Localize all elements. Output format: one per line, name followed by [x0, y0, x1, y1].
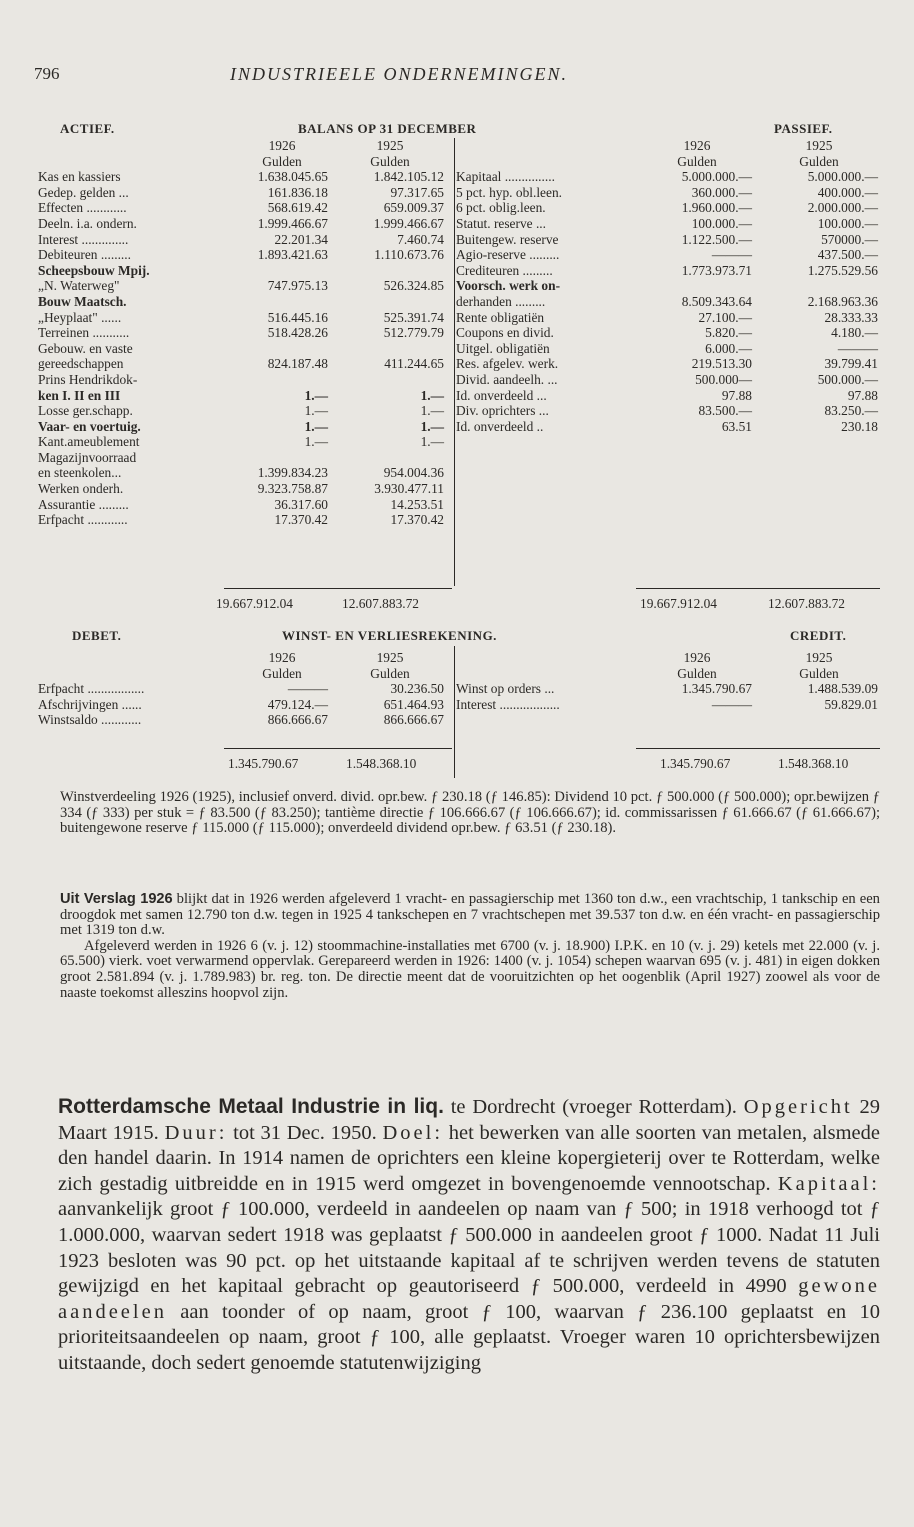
value-1925 — [328, 263, 444, 279]
asset-row — [38, 434, 454, 450]
value-1925: 30.236.50 — [390, 681, 444, 697]
value-1926: 22.201.34 — [274, 231, 328, 247]
value-1926: 8.509.343.64 — [681, 293, 752, 309]
row-label: 6 pct. oblig.leen. — [456, 200, 546, 216]
value-1926: 6.000.— — [705, 340, 752, 356]
asset-row — [38, 512, 454, 528]
debit-row — [38, 681, 454, 697]
value-1925: 1.842.105.12 — [373, 169, 444, 185]
value-1926: 518.428.26 — [267, 325, 328, 341]
credit-total-1926: 1.345.790.67 — [660, 756, 731, 771]
page-number: 796 — [34, 64, 60, 83]
value-1926: 1.— — [304, 387, 328, 403]
debit-row — [38, 712, 454, 728]
col-unit-1926: Gulden — [677, 153, 717, 169]
row-label: Losse ger.schapp. — [38, 403, 133, 419]
verslag-text: blijkt dat in 1926 werden afgeleverd 1 vracht- en passagierschip met 1360 ton d.w., een vrachtschip, 1 tankschip en een droogdok met samen 12.790 ton d.w. tegen in 1925 4 tankschepen en 7 vrachtschepen met 39.537 ton d.w. en één vracht- en passagierschip met 1319 ton d.w. — [60, 891, 880, 939]
liability-row — [456, 356, 884, 372]
liability-row — [456, 169, 884, 185]
asset-row — [38, 216, 454, 232]
asset-row — [38, 278, 454, 294]
value-1925: 1.— — [420, 387, 444, 403]
value-1926: 1.773.973.71 — [681, 262, 752, 278]
value-1926 — [228, 294, 328, 310]
asset-row — [38, 325, 454, 341]
value-1925 — [752, 278, 878, 294]
value-1925: 39.799.41 — [824, 356, 878, 372]
actief-heading: ACTIEF. — [60, 121, 115, 136]
credit-total-1925: 1.548.368.10 — [778, 756, 849, 771]
company-entry: Rotterdamsche Metaal Industrie in liq. te Dordrecht (vroeger Rotterdam). Opgericht 29 Maart 1915. Duur: tot 31 Dec. 1950. Doel: het bewerken van alle soorten van metalen, alsmede den handel daarin. In 1914 namen de oprichters een kleine kopergieterij over te Rotterdam, welke zich gestadig uitbreidde en in 1915 werd omgezet in bovengenoemde vennootschap. Kapitaal: aanvankelijk groot ƒ 100.000, verdeeld in aandeelen op naam van ƒ 500; in 1918 verhoogd tot ƒ 1.000.000, waarvan sedert 1918 was geplaatst ƒ 500.000 in aandeelen groot ƒ 1000. Nadat 11 Juli 1923 besloten was 90 pct. op het uitstaande kapitaal af te schrijven werden tevens de statuten gewijzigd en het kapitaal gebracht op geautoriseerd ƒ 500.000, verdeeld in 4990 gewone aandeelen aan toonder of op naam, groot ƒ 100, waarvan ƒ 236.100 geplaatst en 10 prioriteitsaandeelen op naam, groot ƒ 100, alle geplaatst. Vroeger waren 10 oprichtersbewijzen uitstaande, doch sedert genoemde statutenwijziging — [58, 1095, 881, 1374]
row-label: Kant.ameublement — [38, 434, 140, 450]
value-1925 — [328, 450, 444, 466]
value-1925: 5.000.000.— — [807, 169, 878, 185]
pl-title: WINST- EN VERLIESREKENING. — [282, 628, 497, 643]
col-1925: 1925 — [805, 650, 833, 665]
value-1926: 500.000— — [695, 371, 752, 387]
value-1926: 63.51 — [721, 418, 752, 434]
assets-total-1925: 12.607.883.72 — [342, 596, 419, 611]
liabilities-total-rule — [636, 588, 880, 589]
value-1926: 1.638.045.65 — [257, 169, 328, 185]
assets-total-rule — [224, 588, 452, 589]
value-1925: ——— — [837, 340, 878, 356]
value-1926: 1.345.790.67 — [681, 681, 752, 697]
row-label: Kapitaal ............... — [456, 169, 555, 185]
row-label: Div. oprichters ... — [456, 403, 549, 419]
value-1926: 1.— — [304, 403, 328, 419]
liability-row — [456, 278, 884, 294]
assets-table — [38, 138, 454, 528]
col-unit-1926: Gulden — [262, 153, 302, 169]
value-1925: 1.999.466.67 — [373, 215, 444, 231]
row-label: Werken onderh. — [38, 481, 124, 497]
value-1925: 97.88 — [847, 387, 878, 403]
value-1925: 400.000.— — [817, 184, 878, 200]
value-1926: 17.370.42 — [274, 512, 328, 528]
liability-row — [456, 232, 884, 248]
liability-row — [456, 263, 884, 279]
value-1926 — [228, 341, 328, 357]
value-1925: 1.— — [420, 418, 444, 434]
credit-total-rule — [636, 748, 880, 749]
value-1926: 1.999.466.67 — [257, 215, 328, 231]
value-1926: 866.666.67 — [267, 712, 328, 728]
value-1925: 954.004.36 — [383, 465, 444, 481]
col-unit-1925: Gulden — [370, 153, 410, 169]
value-1925: 437.500.— — [817, 247, 878, 263]
liabilities-year-header — [456, 138, 884, 154]
value-1926: 9.323.758.87 — [257, 481, 328, 497]
credit-heading: CREDIT. — [790, 628, 847, 643]
asset-row — [38, 388, 454, 404]
value-1925: 230.18 — [841, 418, 878, 434]
pl-divider — [454, 646, 455, 778]
liability-row — [456, 310, 884, 326]
asset-row — [38, 310, 454, 326]
running-title: INDUSTRIEELE ONDERNEMINGEN. — [230, 64, 568, 84]
value-1926: 568.619.42 — [267, 200, 328, 216]
asset-row — [38, 263, 454, 279]
verslag-text-2: Afgeleverd werden in 1926 6 (v. j. 12) stoommachine-installaties met 6700 (v. j. 18.900) I.P.K. en 10 (v. j. 29) ketels met 22.000 (v. j. 65.500) vierk. voet verwarmend oppervlak. Gerepareerd werden in 1926: 1400 (v. j. 1054) schepen waarvan 695 (v. j. 481) in eigen dokken groot 2.581.894 (v. j. 1.789.983) br. reg. ton. De directie meent dat de vooruitzichten op het oogenblik (April 1927) zoowel als voor de naaste toekomst alleszins hoopvol zijn. — [60, 937, 880, 1001]
value-1926: 516.445.16 — [267, 309, 328, 325]
row-label: Crediteuren ......... — [456, 262, 553, 278]
value-1925: 659.009.37 — [383, 200, 444, 216]
col-1926: 1926 — [683, 138, 711, 153]
row-label: en steenkolen... — [38, 465, 122, 481]
label-kapitaal: Kapitaal: — [777, 1172, 880, 1195]
row-label: Statut. reserve ... — [456, 215, 546, 231]
row-label: Voorsch. werk on- — [456, 278, 561, 294]
value-1926: 1.— — [304, 434, 328, 450]
value-1925: 3.930.477.11 — [374, 481, 444, 497]
col-unit-1925: Gulden — [799, 153, 839, 169]
debit-total-rule — [224, 748, 452, 749]
asset-row — [38, 372, 454, 388]
row-label: gereedschappen — [38, 356, 124, 372]
credit-row — [456, 697, 884, 713]
col-1925: 1925 — [376, 138, 404, 153]
value-1926 — [634, 278, 752, 294]
liability-row — [456, 403, 884, 419]
row-label: Winstsaldo ............ — [38, 712, 142, 728]
value-1925: 83.250.— — [824, 403, 878, 419]
liabilities-total-1926: 19.667.912.04 — [640, 596, 717, 611]
liability-row — [456, 325, 884, 341]
row-label: Agio-reserve ......... — [456, 247, 560, 263]
value-1926: 97.88 — [721, 387, 752, 403]
value-1926: 83.500.— — [698, 403, 752, 419]
value-1925: 866.666.67 — [383, 712, 444, 728]
value-1925: 28.333.33 — [824, 309, 878, 325]
col-1925: 1925 — [805, 138, 833, 153]
value-1925: 4.180.— — [831, 325, 878, 341]
value-1926: 479.124.— — [267, 696, 328, 712]
value-1925: 17.370.42 — [390, 512, 444, 528]
liability-row — [456, 388, 884, 404]
value-1926: 36.317.60 — [274, 496, 328, 512]
liability-row — [456, 341, 884, 357]
row-label: 5 pct. hyp. obl.leen. — [456, 184, 562, 200]
value-1925: 2.000.000.— — [807, 200, 878, 216]
col-unit-1925: Gulden — [799, 665, 839, 681]
value-1926 — [228, 450, 328, 466]
col-1926: 1926 — [683, 650, 711, 665]
row-label: Interest .................. — [456, 696, 560, 712]
liability-row — [456, 247, 884, 263]
company-name: Rotterdamsche Metaal Industrie in liq. — [58, 1095, 444, 1118]
value-1925: 14.253.51 — [390, 496, 444, 512]
asset-row — [38, 232, 454, 248]
value-1925 — [328, 341, 444, 357]
col-1926: 1926 — [268, 138, 296, 153]
asset-row — [38, 247, 454, 263]
value-1925 — [328, 372, 444, 388]
value-1925: 100.000.— — [817, 215, 878, 231]
asset-row — [38, 465, 454, 481]
value-1925: 1.275.529.56 — [807, 262, 878, 278]
value-1926: 219.513.30 — [691, 356, 752, 372]
liability-row — [456, 372, 884, 388]
row-label: Bouw Maatsch. — [38, 293, 127, 309]
row-label: Erfpacht ............ — [38, 512, 128, 528]
row-label: Id. onverdeeld .. — [456, 418, 544, 434]
row-label: Gedep. gelden ... — [38, 184, 129, 200]
row-label: Vaar- en voertuig. — [38, 418, 141, 434]
row-label: Terreinen ........... — [38, 325, 130, 341]
label-duur: Duur: — [164, 1121, 228, 1144]
value-1926: ——— — [711, 696, 752, 712]
balance-title: BALANS OP 31 DECEMBER — [298, 121, 477, 136]
asset-row — [38, 481, 454, 497]
row-label: „N. Waterweg" — [38, 278, 120, 294]
row-label: Res. afgelev. werk. — [456, 356, 559, 372]
row-label: Effecten ............ — [38, 200, 127, 216]
liabilities-table — [456, 138, 884, 434]
row-label: Magazijnvoorraad — [38, 449, 137, 465]
debit-total-1926: 1.345.790.67 — [228, 756, 299, 771]
value-1926: ——— — [287, 681, 328, 697]
row-label: Kas en kassiers — [38, 169, 121, 185]
row-label: Winst op orders ... — [456, 681, 555, 697]
value-1925: 500.000.— — [817, 371, 878, 387]
balance-divider — [454, 138, 455, 586]
row-label: Assurantie ......... — [38, 496, 129, 512]
debit-table — [38, 650, 454, 728]
value-1926: 5.000.000.— — [681, 169, 752, 185]
liability-row — [456, 200, 884, 216]
value-1925: 1.— — [420, 434, 444, 450]
asset-row — [38, 200, 454, 216]
label-doel: Doel: — [382, 1121, 444, 1144]
asset-row — [38, 294, 454, 310]
asset-row — [38, 497, 454, 513]
value-1926: 5.820.— — [705, 325, 752, 341]
value-1926: 1.122.500.— — [681, 231, 752, 247]
row-label: Rente obligatiën — [456, 309, 545, 325]
value-1926: 1.960.000.— — [681, 200, 752, 216]
value-1925: 512.779.79 — [383, 325, 444, 341]
value-1926: 27.100.— — [698, 309, 752, 325]
assets-unit-header — [38, 154, 454, 170]
row-label: Scheepsbouw Mpij. — [38, 262, 150, 278]
value-1925: 1.488.539.09 — [807, 681, 878, 697]
value-1925: 1.110.673.76 — [374, 247, 444, 263]
row-label: Deeln. i.a. ondern. — [38, 215, 137, 231]
col-1926: 1926 — [268, 650, 296, 665]
value-1925: 1.— — [420, 403, 444, 419]
asset-row — [38, 356, 454, 372]
row-label: Uitgel. obligatiën — [456, 340, 550, 356]
debet-heading: DEBET. — [72, 628, 122, 643]
verslag-lead: Uit Verslag 1926 — [60, 891, 173, 907]
value-1926: 100.000.— — [691, 215, 752, 231]
asset-row — [38, 403, 454, 419]
row-label: Coupons en divid. — [456, 325, 554, 341]
row-label: Gebouw. en vaste — [38, 340, 133, 356]
value-1926: 1.— — [304, 418, 328, 434]
assets-total-1926: 19.667.912.04 — [216, 596, 293, 611]
asset-row — [38, 419, 454, 435]
liability-row — [456, 216, 884, 232]
col-unit-1926: Gulden — [677, 665, 717, 681]
value-1926: 1.893.421.63 — [257, 247, 328, 263]
value-1926 — [228, 372, 328, 388]
row-label: derhanden ......... — [456, 293, 546, 309]
row-label: „Heyplaat" ...... — [38, 309, 122, 325]
row-label: Debiteuren ......... — [38, 247, 131, 263]
liability-row — [456, 185, 884, 201]
row-label: Afschrijvingen ...... — [38, 696, 142, 712]
debit-total-1925: 1.548.368.10 — [346, 756, 417, 771]
row-label: Divid. aandeelh. ... — [456, 371, 558, 387]
col-unit-1926: Gulden — [262, 665, 302, 681]
value-1925: 526.324.85 — [383, 278, 444, 294]
row-label: Interest .............. — [38, 231, 129, 247]
col-unit-1925: Gulden — [370, 665, 410, 681]
value-1925: 525.391.74 — [383, 309, 444, 325]
value-1925: 570000.— — [821, 231, 878, 247]
asset-row — [38, 185, 454, 201]
label-opgericht: Opgericht — [743, 1096, 853, 1118]
asset-row — [38, 450, 454, 466]
credit-table — [456, 650, 884, 712]
credit-row — [456, 681, 884, 697]
row-label: Prins Hendrikdok- — [38, 371, 138, 387]
row-label: Buitengew. reserve — [456, 231, 559, 247]
value-1925: 97.317.65 — [390, 184, 444, 200]
row-label: ken I. II en III — [38, 387, 121, 403]
liability-row — [456, 419, 884, 435]
label-gewone-aandeelen: gewone aandeelen — [58, 1275, 880, 1323]
liability-row — [456, 294, 884, 310]
value-1926: 824.187.48 — [267, 356, 328, 372]
asset-row — [38, 341, 454, 357]
row-label: Id. onverdeeld ... — [456, 387, 547, 403]
debit-row — [38, 697, 454, 713]
assets-year-header — [38, 138, 454, 154]
value-1925: 651.464.93 — [383, 696, 444, 712]
value-1925: 59.829.01 — [824, 696, 878, 712]
value-1926 — [228, 263, 328, 279]
verslag-paragraph — [60, 892, 880, 1001]
value-1925 — [328, 294, 444, 310]
col-1925: 1925 — [376, 650, 404, 665]
value-1926: 1.399.834.23 — [257, 465, 328, 481]
value-1926: 747.975.13 — [267, 278, 328, 294]
row-label: Erfpacht ................. — [38, 681, 145, 697]
value-1926: 360.000.— — [691, 184, 752, 200]
value-1926: 161.836.18 — [267, 184, 328, 200]
value-1926: ——— — [711, 247, 752, 263]
value-1925: 7.460.74 — [397, 231, 444, 247]
asset-row — [38, 169, 454, 185]
liabilities-unit-header — [456, 154, 884, 170]
value-1925: 2.168.963.36 — [807, 293, 878, 309]
passief-heading: PASSIEF. — [774, 121, 833, 136]
winstverdeeling-paragraph: Winstverdeeling 1926 (1925), inclusief onverd. divid. opr.bew. ƒ 230.18 (ƒ 146.85): Dividend 10 pct. ƒ 500.000 (ƒ 500.000); opr.bewijzen ƒ 334 (ƒ 333) per stuk = ƒ 83.500 (ƒ 83.250); tantième directie ƒ 106.666.67 (ƒ 106.666.67); id. commissarissen ƒ 61.666.67 (ƒ 61.666.67); buitengewone reserve ƒ 115.000 (ƒ 115.000); onverdeeld dividend opr.bew. ƒ 63.51 (ƒ 230.18). — [60, 789, 880, 837]
value-1925: 411.244.65 — [384, 356, 444, 372]
liabilities-total-1925: 12.607.883.72 — [768, 596, 845, 611]
